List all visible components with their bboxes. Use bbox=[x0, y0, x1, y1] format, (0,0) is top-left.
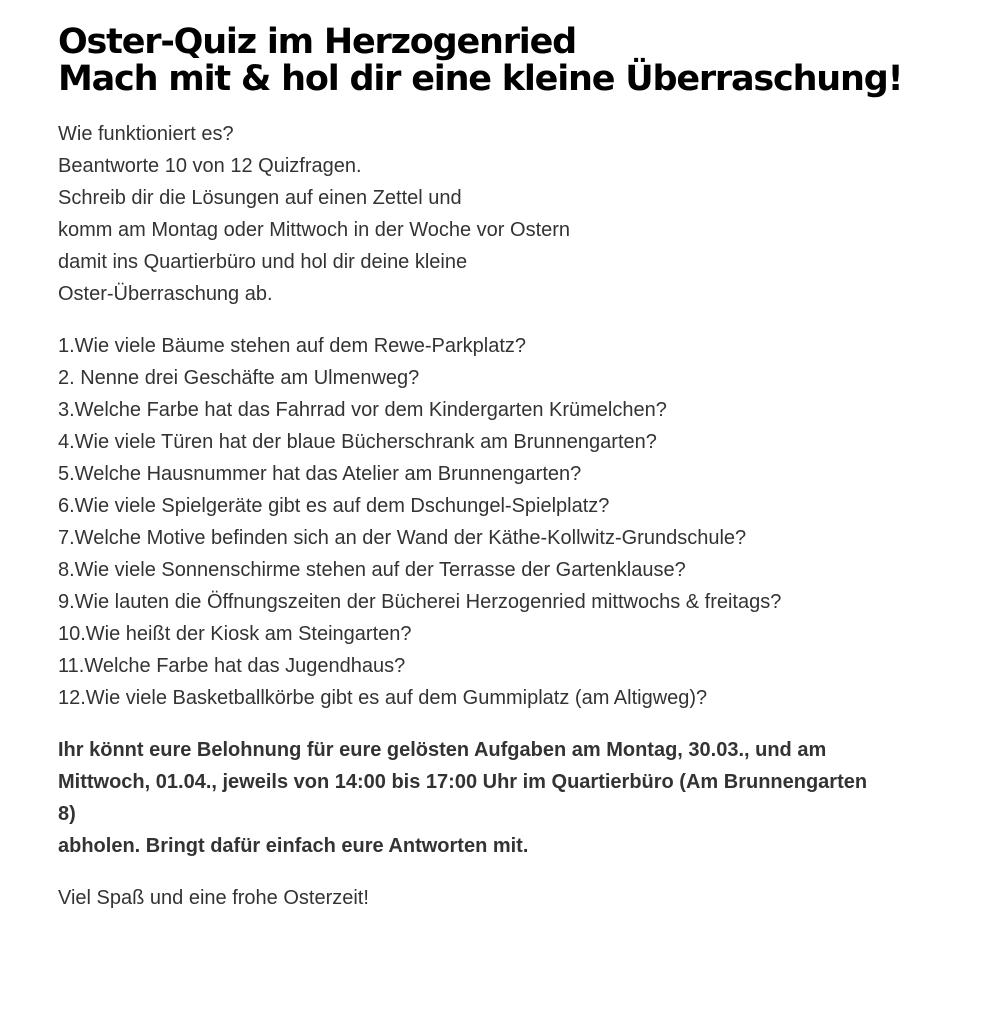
title-line-2: Mach mit & hol dir eine kleine Überraschung! bbox=[58, 59, 903, 99]
intro-line: Wie funktioniert es? bbox=[58, 123, 234, 145]
question-item: 12.Wie viele Basketballkörbe gibt es auf dem Gummiplatz (am Altigweg)? bbox=[58, 687, 708, 709]
page-title bbox=[58, 24, 938, 98]
reward-line: abholen. Bringt dafür einfach eure Antworten mit. bbox=[58, 835, 529, 857]
closing-greeting: Viel Spaß und eine frohe Osterzeit! bbox=[58, 887, 369, 909]
question-item: 4.Wie viele Türen hat der blaue Bücherschrank am Brunnengarten? bbox=[58, 431, 657, 453]
question-item: 11.Welche Farbe hat das Jugendhaus? bbox=[58, 655, 406, 677]
question-item: 1.Wie viele Bäume stehen auf dem Rewe-Parkplatz? bbox=[58, 335, 527, 357]
intro-line: komm am Montag oder Mittwoch in der Woche vor Ostern bbox=[58, 219, 571, 241]
intro-line: damit ins Quartierbüro und hol dir deine kleine bbox=[58, 251, 468, 273]
reward-line: 8) bbox=[58, 803, 76, 825]
intro-line: Oster-Überraschung ab. bbox=[58, 283, 273, 305]
question-item: 5.Welche Hausnummer hat das Atelier am Brunnengarten? bbox=[58, 463, 582, 485]
question-list bbox=[58, 330, 938, 714]
question-item: 8.Wie viele Sonnenschirme stehen auf der Terrasse der Gartenklause? bbox=[58, 559, 686, 581]
question-item: 2. Nenne drei Geschäfte am Ulmenweg? bbox=[58, 367, 420, 389]
question-item: 10.Wie heißt der Kiosk am Steingarten? bbox=[58, 623, 412, 645]
intro-line: Schreib dir die Lösungen auf einen Zettel und bbox=[58, 187, 462, 209]
question-item: 9.Wie lauten die Öffnungszeiten der Bücherei Herzogenried mittwochs & freitags? bbox=[58, 591, 782, 613]
intro-line: Beantworte 10 von 12 Quizfragen. bbox=[58, 155, 362, 177]
quiz-article bbox=[58, 24, 938, 914]
question-item: 3.Welche Farbe hat das Fahrrad vor dem Kindergarten Krümelchen? bbox=[58, 399, 667, 421]
title-line-1: Oster-Quiz im Herzogenried bbox=[58, 22, 576, 62]
question-item: 6.Wie viele Spielgeräte gibt es auf dem Dschungel-Spielplatz? bbox=[58, 495, 610, 517]
intro-text bbox=[58, 118, 938, 310]
reward-info bbox=[58, 734, 938, 862]
reward-line: Ihr könnt eure Belohnung für eure gelösten Aufgaben am Montag, 30.03., und am bbox=[58, 739, 827, 761]
reward-line: Mittwoch, 01.04., jeweils von 14:00 bis 17:00 Uhr im Quartierbüro (Am Brunnengarten bbox=[58, 771, 868, 793]
question-item: 7.Welche Motive befinden sich an der Wand der Käthe-Kollwitz-Grundschule? bbox=[58, 527, 747, 549]
